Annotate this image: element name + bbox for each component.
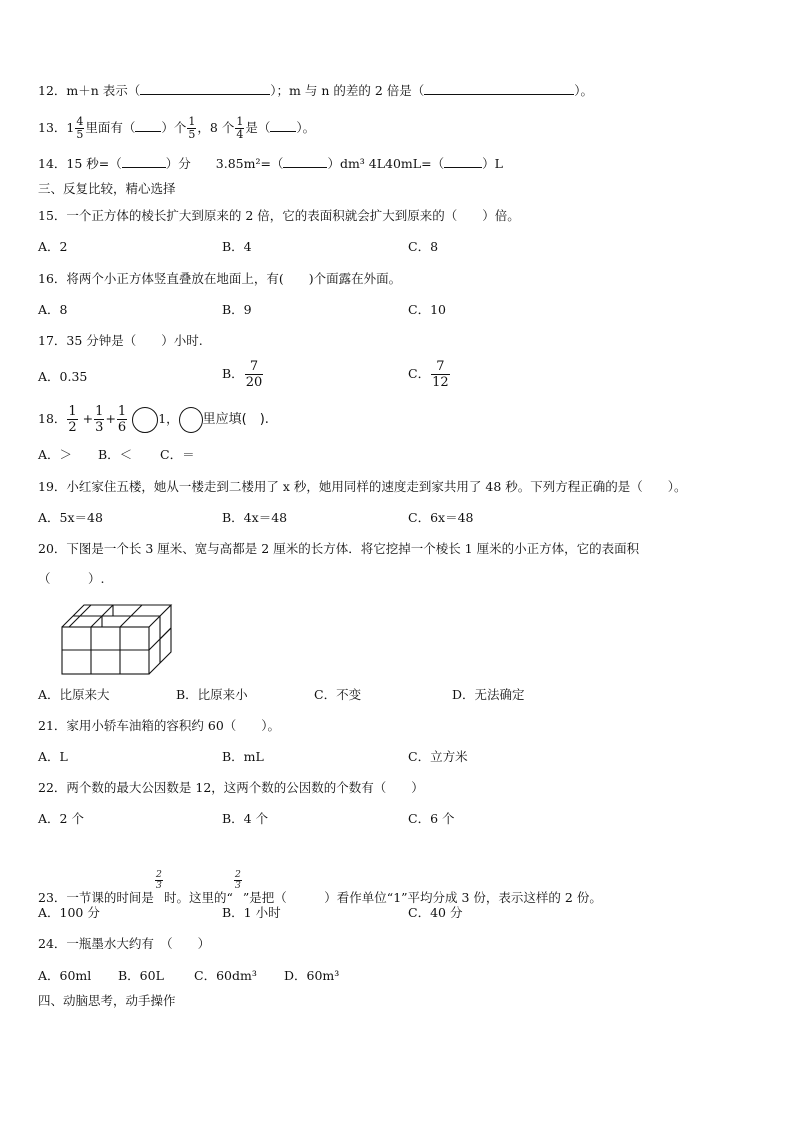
option-a[interactable]: A．2 个 [38,811,84,826]
option-a[interactable]: A．100 分 [38,905,100,920]
fraction: $\frac{7}{20}$ [245,359,263,390]
option-c[interactable]: C．10 [408,302,446,317]
fraction: $\frac{1}{4}$ [236,115,244,141]
option-b[interactable]: B．比原来小 [176,687,248,702]
question-15: 15．一个正方体的棱长扩大到原来的 2 倍，它的表面积就会扩大到原来的（ ）倍。 [38,208,520,223]
option-b[interactable]: B． $\frac{7}{20}$ [222,359,263,390]
fraction: $\frac{2}{3}$ [155,869,162,891]
question-20: 20．下图是一个长 3 厘米、宽与高都是 2 厘米的长方体．将它挖掉一个棱长 1 厘米的小正方体，它的表面积 [38,541,640,556]
option-c[interactable]: C．60dm³ [194,968,257,983]
option-c[interactable]: C．＝ [160,447,195,462]
answer-blank[interactable] [444,155,482,168]
option-a[interactable]: A．0.35 [38,369,88,384]
question-18: 18． $\frac{1}{2}$ + $\frac{1}{3}$ + $\frac{1}{6}$ 1， 里应填( ). [38,404,269,435]
option-d[interactable]: D．无法确定 [452,687,525,702]
option-a[interactable]: A．L [38,749,68,764]
option-a[interactable]: A．＞ [38,447,73,462]
fraction: $\frac{2}{3}$ [234,869,241,891]
option-b[interactable]: B．4 [222,239,252,254]
option-c[interactable]: C．8 [408,239,439,254]
question-20-blank: （ ）. [38,571,105,586]
question-12: 12．m＋n 表示（ ）；m 与 n 的差的 2 倍是（ ）。 [38,83,594,98]
answer-blank[interactable] [140,82,270,95]
fraction: $\frac{1}{2}$ [68,404,77,435]
option-c[interactable]: C．6x＝48 [408,510,474,525]
option-c[interactable]: C．不变 [314,687,362,702]
option-c[interactable]: C．40 分 [408,905,463,920]
option-a[interactable]: A．8 [38,302,68,317]
question-21: 21．家用小轿车油箱的容积约 60（ ）。 [38,718,281,733]
answer-blank[interactable] [122,155,166,168]
answer-blank[interactable] [424,82,574,95]
cuboid-figure [60,598,174,678]
answer-blank[interactable] [135,119,161,132]
option-b[interactable]: B．1 小时 [222,905,281,920]
option-a[interactable]: A．60ml [38,968,92,983]
question-22: 22．两个数的最大公因数是 12，这两个数的公因数的个数有（ ） [38,780,424,795]
section-4-heading: 四、动脑思考，动手操作 [38,993,176,1008]
option-a[interactable]: A．2 [38,239,68,254]
answer-blank[interactable] [283,155,327,168]
option-c[interactable]: C． $\frac{7}{12}$ [408,359,449,390]
option-b[interactable]: B．4 个 [222,811,269,826]
option-b[interactable]: B．60L [118,968,164,983]
question-16: 16．将两个小正方体竖直叠放在地面上，有( )个面露在外面。 [38,271,402,286]
option-a[interactable]: A．5x＝48 [38,510,103,525]
option-c[interactable]: C．立方米 [408,749,468,764]
option-b[interactable]: B．4x＝48 [222,510,288,525]
fraction: $\frac{4}{5}$ [76,115,84,141]
answer-circle[interactable] [132,407,158,433]
question-17: 17．35 分钟是（ ）小时. [38,333,203,348]
fraction: $\frac{1}{3}$ [95,404,104,435]
option-d[interactable]: D．60m³ [284,968,340,983]
fraction: $\frac{1}{6}$ [117,404,127,435]
circle-icon [179,407,203,433]
question-14: 14．15 秒=（ ）分 3.85m²=（ ）dm³ 4L40mL=（ ）L [38,156,503,171]
option-b[interactable]: B．＜ [98,447,133,462]
option-b[interactable]: B．9 [222,302,252,317]
option-b[interactable]: B．mL [222,749,264,764]
question-19: 19．小红家住五楼，她从一楼走到二楼用了 x 秒，她用同样的速度走到家共用了 48 秒。下列方程正确的是（ ）。 [38,479,687,494]
option-c[interactable]: C．6 个 [408,811,455,826]
question-24: 24．一瓶墨水大约有 （ ） [38,936,211,951]
question-23: 23．一节课的时间是 $\frac{2}{3}$ 时。这里的“ $\frac{2}{3}$ ”是把（ ）看作单位“1”平均分成 3 份，表示这样的 2 份。 [38,869,602,905]
answer-blank[interactable] [270,119,296,132]
fraction: $\frac{7}{12}$ [432,359,449,390]
section-3-heading: 三、反复比较，精心选择 [38,181,176,196]
option-a[interactable]: A．比原来大 [38,687,110,702]
fraction: $\frac{1}{5}$ [188,115,196,141]
question-13: 13．1 $\frac{4}{5}$ 里面有（ ）个 $\frac{1}{5}$ ，8 个 $\frac{1}{4}$ 是（ ）。 [38,115,316,141]
